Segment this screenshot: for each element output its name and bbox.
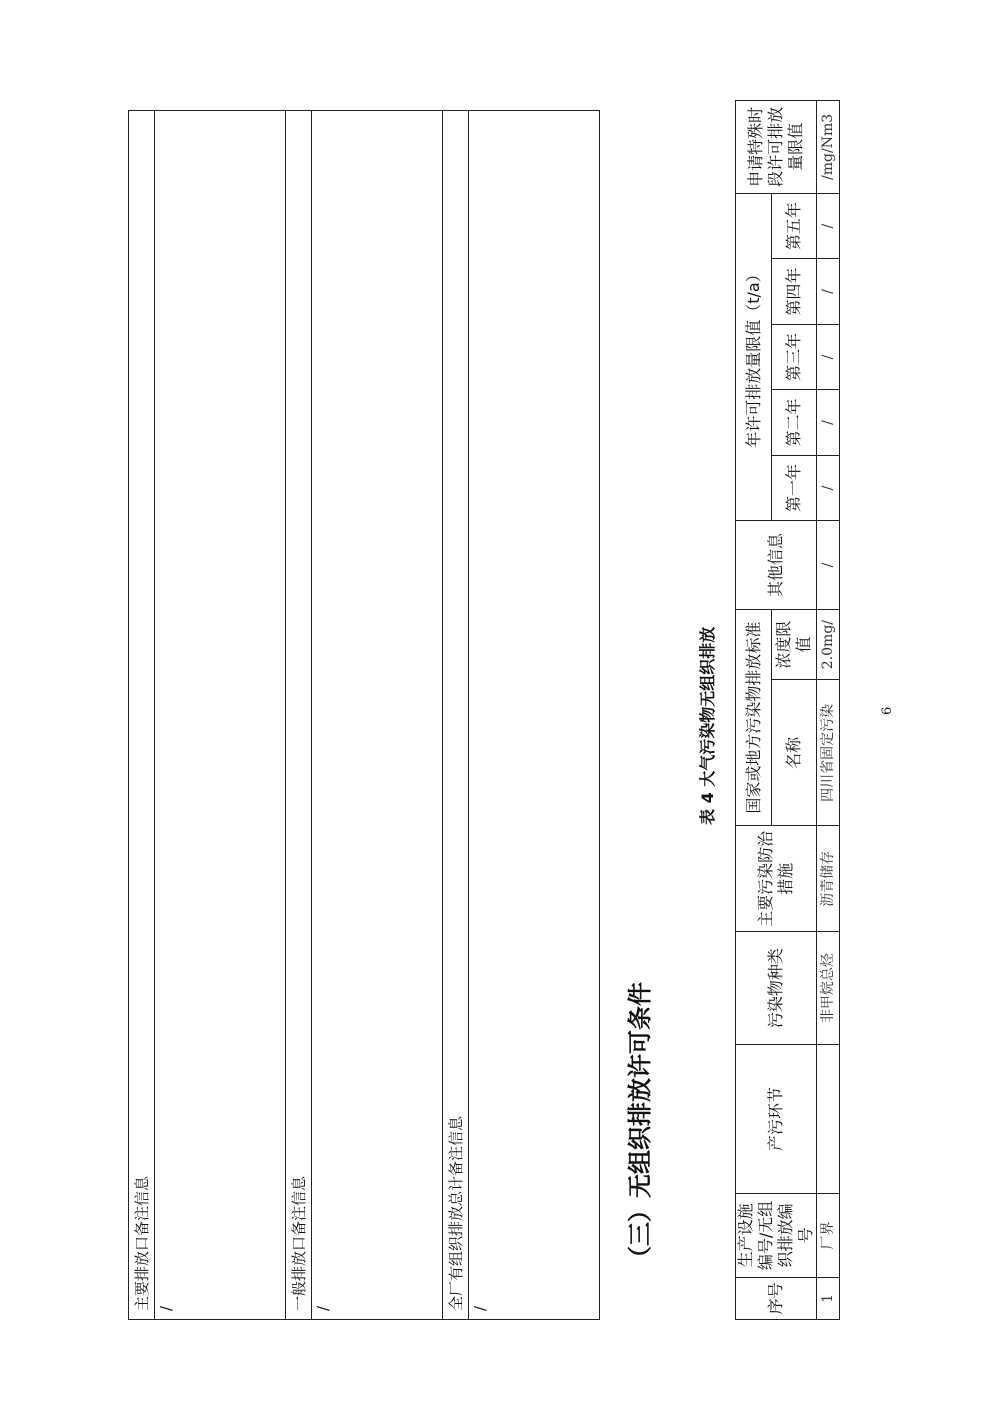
col-standard-limit-header: 浓度限值 xyxy=(772,609,817,680)
general-outlet-remarks-value: / xyxy=(312,111,443,1320)
col-year1-header: 第一年 xyxy=(772,455,817,520)
col-year4-header: 第四年 xyxy=(772,259,817,324)
cell-year2: / xyxy=(817,390,840,455)
col-process-header: 产污环节 xyxy=(736,1045,817,1194)
remarks-table xyxy=(128,110,600,1320)
col-pollutant-header: 污染物种类 xyxy=(736,932,817,1045)
page-number: 6 xyxy=(880,706,895,715)
cell-pollutant: 非甲烷总烃 xyxy=(817,932,840,1045)
cell-other: / xyxy=(817,521,840,610)
main-outlet-remarks-value: / xyxy=(155,111,286,1320)
emission-table xyxy=(735,100,840,1320)
header-row-1 xyxy=(736,101,772,1320)
cell-year4: / xyxy=(817,259,840,324)
col-standard-group-header: 国家或地方污染物排放标准 xyxy=(736,609,772,826)
col-year5-header: 第五年 xyxy=(772,193,817,259)
general-outlet-remarks-label: 一般排放口备注信息 xyxy=(286,111,312,1320)
col-special-header: 申请特殊时段许可排放量限值 xyxy=(736,101,817,194)
col-seq-header: 序号 xyxy=(736,1277,817,1319)
cell-seq: 1 xyxy=(817,1277,840,1319)
cell-measures: 沥青储存 xyxy=(817,826,840,932)
col-standard-name-header: 名称 xyxy=(772,680,817,826)
cell-facility: 厂界 xyxy=(817,1194,840,1278)
main-outlet-remarks-label: 主要排放口备注信息 xyxy=(129,111,155,1320)
col-annual-group-header: 年许可排放量限值（t/a） xyxy=(736,193,772,520)
cell-process xyxy=(817,1045,840,1194)
total-organized-remarks-label: 全厂有组织排放总计备注信息 xyxy=(443,111,469,1320)
col-measures-header: 主要污染防治措施 xyxy=(736,826,817,932)
col-other-header: 其他信息 xyxy=(736,521,817,610)
col-facility-header: 生产设施编号/无组织排放编号 xyxy=(736,1194,817,1278)
cell-year5: / xyxy=(817,193,840,259)
col-year3-header: 第三年 xyxy=(772,324,817,389)
col-year2-header: 第二年 xyxy=(772,390,817,455)
cell-year1: / xyxy=(817,455,840,520)
total-organized-remarks-value: / xyxy=(469,111,600,1320)
cell-standard-name: 四川省固定污染 xyxy=(817,680,840,826)
cell-year3: / xyxy=(817,324,840,389)
cell-standard-limit: 2.0mg/ xyxy=(817,609,840,680)
table-row xyxy=(817,101,840,1320)
section-title: （三）无组织排放许可条件 xyxy=(626,982,654,1270)
table-title: 表 4 大气污染物无组织排放 xyxy=(698,626,717,825)
cell-special: /mg/Nm3 xyxy=(817,101,840,194)
